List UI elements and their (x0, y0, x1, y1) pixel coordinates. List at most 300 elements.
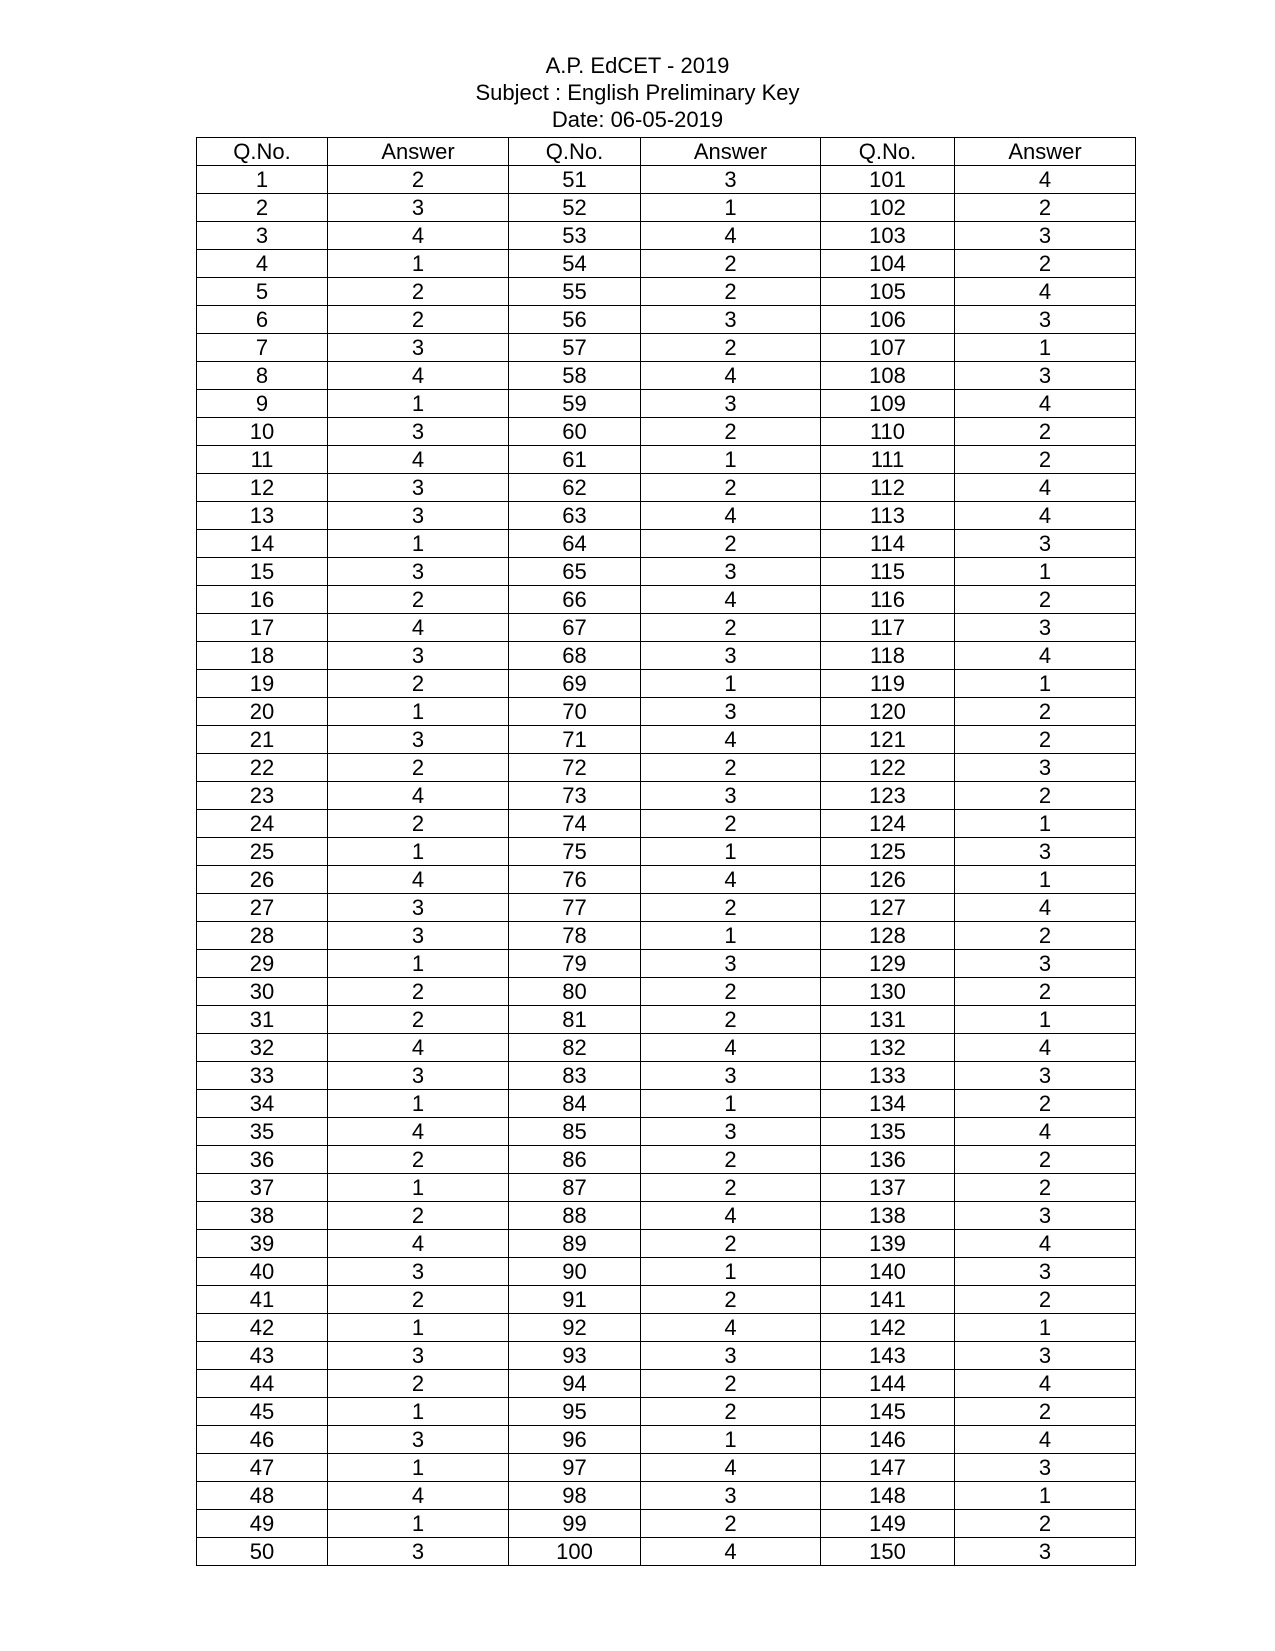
answer-value: 2 (641, 894, 821, 922)
table-row (197, 166, 1136, 194)
answer-value: 4 (641, 1454, 821, 1482)
answer-value: 1 (328, 1398, 509, 1426)
question-number: 75 (509, 838, 641, 866)
answer-value: 3 (328, 1258, 509, 1286)
answer-value: 4 (328, 1482, 509, 1510)
question-number: 132 (821, 1034, 955, 1062)
table-row (197, 362, 1136, 390)
subject-title: Subject : English Preliminary Key (475, 80, 800, 105)
table-row (197, 418, 1136, 446)
answer-value: 1 (955, 334, 1136, 362)
table-row (197, 250, 1136, 278)
answer-value: 2 (641, 418, 821, 446)
table-row (197, 586, 1136, 614)
answer-value: 2 (641, 614, 821, 642)
table-row (197, 978, 1136, 1006)
answer-value: 4 (955, 1230, 1136, 1258)
question-number: 51 (509, 166, 641, 194)
question-number: 43 (197, 1342, 328, 1370)
answer-value: 2 (328, 1370, 509, 1398)
answer-value: 3 (328, 1062, 509, 1090)
question-number: 37 (197, 1174, 328, 1202)
answer-value: 1 (955, 558, 1136, 586)
answer-value: 2 (641, 1370, 821, 1398)
question-number: 83 (509, 1062, 641, 1090)
answer-value: 4 (328, 1118, 509, 1146)
question-number: 124 (821, 810, 955, 838)
question-number: 66 (509, 586, 641, 614)
question-number: 120 (821, 698, 955, 726)
answer-value: 2 (955, 1510, 1136, 1538)
answer-value: 2 (641, 334, 821, 362)
answer-value: 1 (955, 1006, 1136, 1034)
answer-value: 3 (955, 1202, 1136, 1230)
answer-value: 3 (328, 1538, 509, 1566)
question-number: 101 (821, 166, 955, 194)
answer-value: 2 (641, 250, 821, 278)
answer-value: 1 (641, 838, 821, 866)
question-number: 46 (197, 1426, 328, 1454)
answer-value: 2 (641, 754, 821, 782)
answer-value: 2 (955, 586, 1136, 614)
question-number: 97 (509, 1454, 641, 1482)
question-number: 91 (509, 1286, 641, 1314)
answer-value: 3 (328, 1342, 509, 1370)
answer-value: 1 (641, 922, 821, 950)
question-number: 131 (821, 1006, 955, 1034)
question-number: 19 (197, 670, 328, 698)
answer-value: 3 (955, 362, 1136, 390)
answer-value: 3 (328, 418, 509, 446)
question-number: 129 (821, 950, 955, 978)
question-number: 74 (509, 810, 641, 838)
table-row (197, 1202, 1136, 1230)
answer-value: 2 (641, 530, 821, 558)
table-row (197, 726, 1136, 754)
question-number: 138 (821, 1202, 955, 1230)
question-number: 41 (197, 1286, 328, 1314)
question-number: 21 (197, 726, 328, 754)
answer-value: 3 (955, 1258, 1136, 1286)
question-number: 10 (197, 418, 328, 446)
answer-value: 2 (641, 1286, 821, 1314)
answer-value: 4 (641, 1314, 821, 1342)
answer-value: 3 (328, 502, 509, 530)
table-row (197, 446, 1136, 474)
answer-value: 3 (641, 1342, 821, 1370)
table-row (197, 922, 1136, 950)
answer-value: 3 (328, 558, 509, 586)
answer-value: 2 (641, 1230, 821, 1258)
question-number: 9 (197, 390, 328, 418)
table-row (197, 1342, 1136, 1370)
answer-value: 3 (955, 754, 1136, 782)
answer-value: 3 (641, 306, 821, 334)
table-row (197, 1286, 1136, 1314)
question-number: 22 (197, 754, 328, 782)
question-number: 20 (197, 698, 328, 726)
table-row (197, 1034, 1136, 1062)
question-number: 52 (509, 194, 641, 222)
question-number: 62 (509, 474, 641, 502)
answer-value: 1 (328, 1510, 509, 1538)
answer-value: 2 (328, 810, 509, 838)
answer-value: 1 (328, 1174, 509, 1202)
answer-value: 2 (328, 1202, 509, 1230)
question-number: 13 (197, 502, 328, 530)
answer-value: 2 (328, 670, 509, 698)
answer-value: 3 (328, 642, 509, 670)
table-row (197, 306, 1136, 334)
question-number: 105 (821, 278, 955, 306)
answer-value: 4 (641, 1538, 821, 1566)
question-number: 47 (197, 1454, 328, 1482)
question-number: 145 (821, 1398, 955, 1426)
answer-value: 3 (955, 950, 1136, 978)
answer-value: 2 (328, 306, 509, 334)
question-number: 90 (509, 1258, 641, 1286)
answer-value: 1 (328, 250, 509, 278)
table-row (197, 1174, 1136, 1202)
table-row (197, 1314, 1136, 1342)
answer-value: 1 (641, 1426, 821, 1454)
table-row (197, 1454, 1136, 1482)
question-number: 80 (509, 978, 641, 1006)
question-number: 86 (509, 1146, 641, 1174)
question-number: 144 (821, 1370, 955, 1398)
question-number: 58 (509, 362, 641, 390)
question-number: 4 (197, 250, 328, 278)
answer-value: 4 (641, 586, 821, 614)
question-number: 39 (197, 1230, 328, 1258)
answer-value: 3 (955, 1538, 1136, 1566)
question-number: 71 (509, 726, 641, 754)
answer-value: 2 (328, 978, 509, 1006)
answer-value: 2 (955, 1090, 1136, 1118)
question-number: 65 (509, 558, 641, 586)
table-row (197, 950, 1136, 978)
table-row (197, 614, 1136, 642)
answer-value: 3 (641, 558, 821, 586)
column-header-answer: Answer (641, 138, 821, 166)
question-number: 140 (821, 1258, 955, 1286)
question-number: 26 (197, 866, 328, 894)
answer-value: 2 (641, 978, 821, 1006)
question-number: 126 (821, 866, 955, 894)
column-header-answer: Answer (955, 138, 1136, 166)
question-number: 103 (821, 222, 955, 250)
column-header-qno: Q.No. (197, 138, 328, 166)
question-number: 143 (821, 1342, 955, 1370)
question-number: 95 (509, 1398, 641, 1426)
document-header (0, 52, 1275, 133)
answer-value: 3 (641, 1482, 821, 1510)
question-number: 11 (197, 446, 328, 474)
question-number: 48 (197, 1482, 328, 1510)
question-number: 141 (821, 1286, 955, 1314)
answer-value: 1 (641, 194, 821, 222)
question-number: 133 (821, 1062, 955, 1090)
question-number: 60 (509, 418, 641, 446)
answer-value: 2 (641, 278, 821, 306)
question-number: 107 (821, 334, 955, 362)
answer-value: 2 (641, 1510, 821, 1538)
question-number: 109 (821, 390, 955, 418)
question-number: 125 (821, 838, 955, 866)
question-number: 54 (509, 250, 641, 278)
answer-value: 4 (328, 782, 509, 810)
exam-date: Date: 06-05-2019 (551, 107, 724, 132)
answer-value: 3 (641, 166, 821, 194)
question-number: 102 (821, 194, 955, 222)
question-number: 53 (509, 222, 641, 250)
answer-value: 1 (955, 1314, 1136, 1342)
answer-value: 2 (328, 166, 509, 194)
exam-title: A.P. EdCET - 2019 (545, 53, 730, 78)
question-number: 49 (197, 1510, 328, 1538)
question-number: 118 (821, 642, 955, 670)
answer-value: 3 (955, 222, 1136, 250)
question-number: 84 (509, 1090, 641, 1118)
answer-value: 1 (955, 866, 1136, 894)
answer-value: 4 (328, 1230, 509, 1258)
answer-value: 3 (955, 1342, 1136, 1370)
table-row (197, 670, 1136, 698)
question-number: 25 (197, 838, 328, 866)
answer-value: 2 (328, 1286, 509, 1314)
answer-value: 1 (641, 670, 821, 698)
table-row (197, 1482, 1136, 1510)
question-number: 28 (197, 922, 328, 950)
question-number: 137 (821, 1174, 955, 1202)
answer-value: 2 (641, 1006, 821, 1034)
table-row (197, 1146, 1136, 1174)
question-number: 57 (509, 334, 641, 362)
answer-value: 2 (328, 278, 509, 306)
question-number: 64 (509, 530, 641, 558)
question-number: 24 (197, 810, 328, 838)
question-number: 18 (197, 642, 328, 670)
question-number: 121 (821, 726, 955, 754)
answer-value: 2 (328, 754, 509, 782)
question-number: 122 (821, 754, 955, 782)
answer-value: 2 (955, 1286, 1136, 1314)
answer-value: 2 (955, 418, 1136, 446)
question-number: 77 (509, 894, 641, 922)
question-number: 61 (509, 446, 641, 474)
table-row (197, 1510, 1136, 1538)
answer-value: 4 (955, 1118, 1136, 1146)
answer-value: 4 (955, 166, 1136, 194)
answer-value: 1 (641, 446, 821, 474)
table-row (197, 1398, 1136, 1426)
table-row (197, 1118, 1136, 1146)
question-number: 81 (509, 1006, 641, 1034)
answer-value: 2 (955, 698, 1136, 726)
answer-value: 3 (641, 642, 821, 670)
question-number: 99 (509, 1510, 641, 1538)
question-number: 96 (509, 1426, 641, 1454)
answer-value: 2 (955, 978, 1136, 1006)
table-row (197, 222, 1136, 250)
answer-key-table (196, 137, 1136, 1566)
answer-value: 3 (328, 1426, 509, 1454)
answer-value: 2 (328, 586, 509, 614)
question-number: 55 (509, 278, 641, 306)
question-number: 147 (821, 1454, 955, 1482)
question-number: 93 (509, 1342, 641, 1370)
answer-key-body (197, 166, 1136, 1566)
answer-value: 4 (955, 1034, 1136, 1062)
question-number: 112 (821, 474, 955, 502)
answer-value: 4 (955, 278, 1136, 306)
answer-value: 1 (328, 390, 509, 418)
answer-value: 4 (328, 362, 509, 390)
answer-value: 2 (641, 1398, 821, 1426)
question-number: 12 (197, 474, 328, 502)
answer-value: 1 (328, 698, 509, 726)
answer-value: 4 (641, 726, 821, 754)
question-number: 119 (821, 670, 955, 698)
question-number: 16 (197, 586, 328, 614)
question-number: 67 (509, 614, 641, 642)
question-number: 87 (509, 1174, 641, 1202)
answer-value: 3 (955, 1454, 1136, 1482)
table-row (197, 838, 1136, 866)
question-number: 73 (509, 782, 641, 810)
question-number: 7 (197, 334, 328, 362)
question-number: 34 (197, 1090, 328, 1118)
table-row (197, 754, 1136, 782)
table-row (197, 642, 1136, 670)
answer-value: 3 (955, 838, 1136, 866)
question-number: 36 (197, 1146, 328, 1174)
answer-value: 4 (328, 446, 509, 474)
question-number: 88 (509, 1202, 641, 1230)
question-number: 106 (821, 306, 955, 334)
question-number: 128 (821, 922, 955, 950)
question-number: 29 (197, 950, 328, 978)
answer-value: 1 (328, 530, 509, 558)
answer-value: 2 (955, 1398, 1136, 1426)
question-number: 113 (821, 502, 955, 530)
answer-value: 3 (328, 194, 509, 222)
answer-value: 4 (955, 390, 1136, 418)
question-number: 14 (197, 530, 328, 558)
question-number: 31 (197, 1006, 328, 1034)
question-number: 139 (821, 1230, 955, 1258)
table-row (197, 782, 1136, 810)
answer-value: 4 (955, 1426, 1136, 1454)
question-number: 115 (821, 558, 955, 586)
question-number: 70 (509, 698, 641, 726)
table-row (197, 194, 1136, 222)
answer-value: 3 (955, 614, 1136, 642)
answer-value: 4 (955, 642, 1136, 670)
table-row (197, 1370, 1136, 1398)
question-number: 44 (197, 1370, 328, 1398)
answer-value: 2 (955, 194, 1136, 222)
question-number: 130 (821, 978, 955, 1006)
question-number: 2 (197, 194, 328, 222)
answer-value: 4 (328, 614, 509, 642)
answer-value: 4 (955, 1370, 1136, 1398)
question-number: 146 (821, 1426, 955, 1454)
answer-value: 1 (955, 810, 1136, 838)
question-number: 89 (509, 1230, 641, 1258)
question-number: 23 (197, 782, 328, 810)
question-number: 100 (509, 1538, 641, 1566)
table-row (197, 530, 1136, 558)
question-number: 76 (509, 866, 641, 894)
question-number: 69 (509, 670, 641, 698)
column-header-qno: Q.No. (821, 138, 955, 166)
column-header-answer: Answer (328, 138, 509, 166)
table-row (197, 1062, 1136, 1090)
question-number: 85 (509, 1118, 641, 1146)
table-row (197, 810, 1136, 838)
question-number: 92 (509, 1314, 641, 1342)
table-row (197, 866, 1136, 894)
question-number: 50 (197, 1538, 328, 1566)
answer-value: 2 (955, 1174, 1136, 1202)
table-row (197, 894, 1136, 922)
answer-value: 3 (641, 950, 821, 978)
question-number: 35 (197, 1118, 328, 1146)
table-row (197, 1090, 1136, 1118)
table-row (197, 502, 1136, 530)
answer-value: 3 (955, 1062, 1136, 1090)
answer-value: 1 (328, 1090, 509, 1118)
table-row (197, 698, 1136, 726)
answer-value: 4 (641, 1202, 821, 1230)
table-row (197, 1538, 1136, 1566)
answer-value: 3 (328, 922, 509, 950)
answer-value: 3 (328, 334, 509, 362)
question-number: 45 (197, 1398, 328, 1426)
answer-value: 4 (955, 474, 1136, 502)
question-number: 142 (821, 1314, 955, 1342)
table-row (197, 1006, 1136, 1034)
question-number: 104 (821, 250, 955, 278)
question-number: 32 (197, 1034, 328, 1062)
question-number: 135 (821, 1118, 955, 1146)
answer-value: 3 (328, 726, 509, 754)
answer-value: 1 (328, 838, 509, 866)
answer-value: 2 (955, 1146, 1136, 1174)
question-number: 40 (197, 1258, 328, 1286)
answer-value: 3 (641, 390, 821, 418)
answer-value: 4 (641, 362, 821, 390)
question-number: 116 (821, 586, 955, 614)
answer-value: 2 (955, 446, 1136, 474)
answer-value: 3 (641, 1062, 821, 1090)
question-number: 59 (509, 390, 641, 418)
answer-value: 4 (328, 1034, 509, 1062)
question-number: 117 (821, 614, 955, 642)
answer-value: 4 (641, 1034, 821, 1062)
question-number: 108 (821, 362, 955, 390)
table-row (197, 334, 1136, 362)
question-number: 15 (197, 558, 328, 586)
question-number: 17 (197, 614, 328, 642)
answer-value: 2 (641, 1146, 821, 1174)
table-row (197, 1426, 1136, 1454)
question-number: 148 (821, 1482, 955, 1510)
question-number: 6 (197, 306, 328, 334)
answer-value: 3 (328, 474, 509, 502)
answer-value: 1 (328, 950, 509, 978)
